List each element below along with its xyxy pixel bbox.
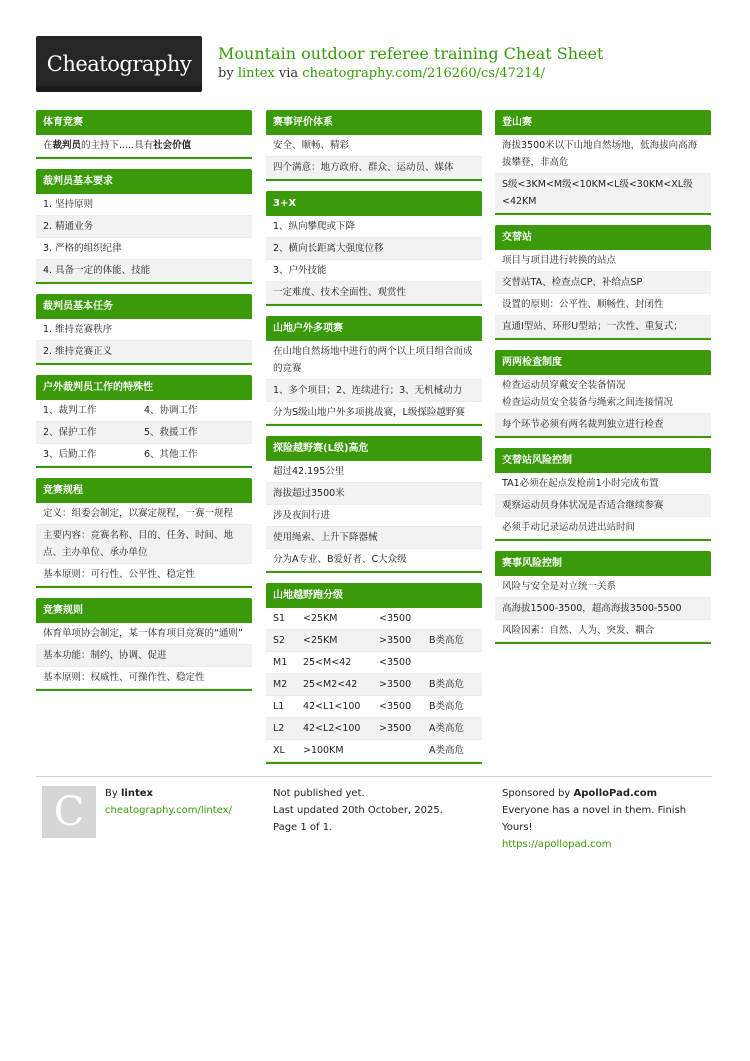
section-referee-tasks <box>36 294 252 365</box>
cell: S1 <box>273 613 286 624</box>
section-row: 检查运动员穿戴安全装备情况 检查运动员安全装备与绳索之间连接情况 <box>495 375 711 414</box>
section-title: 裁判员基本任务 <box>36 294 252 319</box>
author-avatar[interactable] <box>42 786 96 838</box>
section-row: S级<3KM<M级<10KM<L级<30KM<XL级<42KM <box>495 174 711 213</box>
section-outdoor-referee-specialty <box>36 375 252 468</box>
section-row: 每个环节必须有两名裁判独立进行检查 <box>495 414 711 436</box>
section-row: 2. 精通业务 <box>36 216 252 238</box>
section-row <box>36 444 252 466</box>
section-row: 4. 具备一定的体能、技能 <box>36 260 252 282</box>
section-row: 安全、顺畅、精彩 <box>266 135 482 157</box>
sponsor-link[interactable]: https://apollopad.com <box>502 839 612 850</box>
cell: 1、裁判工作 <box>43 405 97 416</box>
section-row: 基本原则：可行性、公平性、稳定性 <box>36 564 252 586</box>
cell: 5、救援工作 <box>144 427 198 438</box>
section-row <box>36 400 252 422</box>
cell: >3500 <box>379 723 412 734</box>
column-1 <box>36 110 252 701</box>
section-trail-run-grading <box>266 583 482 764</box>
section-event-risk-control <box>495 551 711 644</box>
section-station-risk-control <box>495 448 711 541</box>
section-row: 分为S级山地户外多项挑战赛，L级探险越野赛 <box>266 402 482 424</box>
section-mountain-multisport <box>266 316 482 426</box>
section-title: 两两检查制度 <box>495 350 711 375</box>
section-double-check <box>495 350 711 438</box>
cell: 42<L1<100 <box>303 701 361 712</box>
section-row: 必须手动记录运动员进出站时间 <box>495 517 711 539</box>
section-row: 主要内容：竞赛名称、目的、任务、时间、地点、主办单位、承办单位 <box>36 525 252 564</box>
cell: B类高危 <box>429 635 465 646</box>
cell: 42<L2<100 <box>303 723 361 734</box>
section-row: 使用绳索、上升下降器械 <box>266 527 482 549</box>
section-competition-regulations <box>36 478 252 588</box>
section-title: 赛事评价体系 <box>266 110 482 135</box>
cell: >3500 <box>379 635 412 646</box>
footer-divider <box>36 776 712 777</box>
cell: <25KM <box>303 635 338 646</box>
section-row: 项目与项目进行转换的站点 <box>495 250 711 272</box>
table-row <box>266 608 482 630</box>
cell: B类高危 <box>429 701 465 712</box>
cell: XL <box>273 745 285 756</box>
table-row <box>266 630 482 652</box>
cell: >3500 <box>379 679 412 690</box>
section-row: 1. 维持竞赛秩序 <box>36 319 252 341</box>
sponsor-prefix: Sponsored by <box>502 788 571 799</box>
cell: 3、后勤工作 <box>43 449 97 460</box>
section-row: 超过42.195公里 <box>266 461 482 483</box>
cell: <25KM <box>303 613 338 624</box>
section-title: 登山赛 <box>495 110 711 135</box>
section-title: 交替站 <box>495 225 711 250</box>
section-row: TA1必须在起点发枪前1小时完成布置 <box>495 473 711 495</box>
section-referee-requirements <box>36 169 252 284</box>
byline <box>218 66 545 81</box>
section-row: 2、横向长距离大强度位移 <box>266 238 482 260</box>
publish-status: Not published yet. <box>273 788 365 799</box>
footer-by: By <box>105 788 118 799</box>
section-row: 风险因素：自然、人为、突发、耦合 <box>495 620 711 642</box>
section-3x <box>266 191 482 306</box>
section-row: 分为A专业、B爱好者、C大众级 <box>266 549 482 571</box>
section-competition-rules <box>36 598 252 691</box>
section-row: 基本功能：制约、协调、促进 <box>36 645 252 667</box>
table-row <box>266 652 482 674</box>
cell: <3500 <box>379 613 412 624</box>
section-title: 探险越野赛(L级)高危 <box>266 436 482 461</box>
cell <box>379 742 429 759</box>
text: 在 <box>43 140 53 151</box>
section-title: 赛事风险控制 <box>495 551 711 576</box>
section-row: 直通I型站、环形U型站；一次性、重复式； <box>495 316 711 338</box>
section-row: 交替站TA、检查点CP、补给点SP <box>495 272 711 294</box>
section-title: 竞赛规程 <box>36 478 252 503</box>
footer-author <box>105 785 232 819</box>
cell: 4、协调工作 <box>144 405 198 416</box>
cell: L2 <box>273 723 285 734</box>
footer-status <box>273 785 443 836</box>
section-row: 高海拔1500-3500，超高海拔3500-5500 <box>495 598 711 620</box>
page-number: Page 1 of 1. <box>273 822 333 833</box>
cell: 6、其他工作 <box>144 449 198 460</box>
cell: M1 <box>273 657 288 668</box>
section-row: 1. 坚持原则 <box>36 194 252 216</box>
section-row: 3、户外技能 <box>266 260 482 282</box>
text: 的主持下.....具有 <box>81 140 154 151</box>
avatar-letter: C <box>53 789 85 835</box>
cell: 25<M<42 <box>303 657 352 668</box>
footer-author-name[interactable]: lintex <box>120 788 153 799</box>
section-row: 1、多个项目；2、连续进行；3、无机械动力 <box>266 380 482 402</box>
cell: <3500 <box>379 701 412 712</box>
section-row: 一定难度、技术全面性、观赏性 <box>266 282 482 304</box>
footer-author-link[interactable]: cheatography.com/lintex/ <box>105 805 232 816</box>
section-sports-competition <box>36 110 252 159</box>
section-title: 户外裁判员工作的特殊性 <box>36 375 252 400</box>
byline-by: by <box>218 66 234 81</box>
author-link[interactable]: lintex <box>237 66 275 81</box>
sheet-url-link[interactable]: cheatography.com/216260/cs/47214/ <box>302 66 546 81</box>
cell: L1 <box>273 701 285 712</box>
table-row <box>266 674 482 696</box>
section-title: 3+X <box>266 191 482 216</box>
section-row: 四个满意：地方政府、群众、运动员、媒体 <box>266 157 482 179</box>
section-title: 裁判员基本要求 <box>36 169 252 194</box>
section-title: 山地户外多项赛 <box>266 316 482 341</box>
section-row <box>36 422 252 444</box>
table-row <box>266 740 482 762</box>
section-title: 山地越野跑分级 <box>266 583 482 608</box>
section-row: 设置的原则：公平性、顺畅性、封闭性 <box>495 294 711 316</box>
section-climbing-race <box>495 110 711 215</box>
section-transition-station <box>495 225 711 340</box>
logo-text: Cheatography <box>46 52 192 76</box>
section-row <box>36 135 252 157</box>
section-event-evaluation <box>266 110 482 181</box>
section-row: 涉及夜间行进 <box>266 505 482 527</box>
cell: 25<M2<42 <box>303 679 358 690</box>
section-row: 在山地自然场地中进行的两个以上项目组合而成的竞赛 <box>266 341 482 380</box>
bold-text: 社会价值 <box>153 140 192 151</box>
section-row: 1、纵向攀爬或下降 <box>266 216 482 238</box>
section-row: 基本原则：权威性、可操作性、稳定性 <box>36 667 252 689</box>
section-row: 2. 维持竞赛正义 <box>36 341 252 363</box>
footer-sponsor <box>502 785 702 853</box>
cell: >100KM <box>303 745 344 756</box>
cell: A类高危 <box>429 745 464 756</box>
cell: S2 <box>273 635 286 646</box>
section-row: 3. 严格的组织纪律 <box>36 238 252 260</box>
column-3 <box>495 110 711 654</box>
cheatography-logo[interactable] <box>36 36 202 92</box>
table-row <box>266 696 482 718</box>
column-2 <box>266 110 482 774</box>
section-row: 观察运动员身体状况是否适合继续参赛 <box>495 495 711 517</box>
cell: <3500 <box>379 657 412 668</box>
byline-via: via <box>278 66 299 81</box>
page-title: Mountain outdoor referee training Cheat Sheet <box>218 44 604 63</box>
section-title: 交替站风险控制 <box>495 448 711 473</box>
section-title: 竞赛规则 <box>36 598 252 623</box>
cell: M2 <box>273 679 288 690</box>
section-adventure-race <box>266 436 482 573</box>
section-row: 风险与安全是对立统一关系 <box>495 576 711 598</box>
table-row <box>266 718 482 740</box>
section-row: 海拔超过3500米 <box>266 483 482 505</box>
cell: A类高危 <box>429 723 464 734</box>
section-row: 海拔3500米以下山地自然场地，低海拔向高海拔攀登，非高危 <box>495 135 711 174</box>
section-row: 定义：组委会制定，以赛定规程，一赛一规程 <box>36 503 252 525</box>
bold-text: 裁判员 <box>52 140 82 151</box>
section-row: 体育单项协会制定，某一体育项目竞赛的“通则” <box>36 623 252 645</box>
cell: B类高危 <box>429 679 465 690</box>
cell: 2、保护工作 <box>43 427 97 438</box>
sponsor-name[interactable]: ApolloPad.com <box>573 788 657 799</box>
last-updated: Last updated 20th October, 2025. <box>273 805 443 816</box>
sponsor-text: Everyone has a novel in them. Finish Yours! <box>502 805 687 833</box>
section-title: 体育竞赛 <box>36 110 252 135</box>
